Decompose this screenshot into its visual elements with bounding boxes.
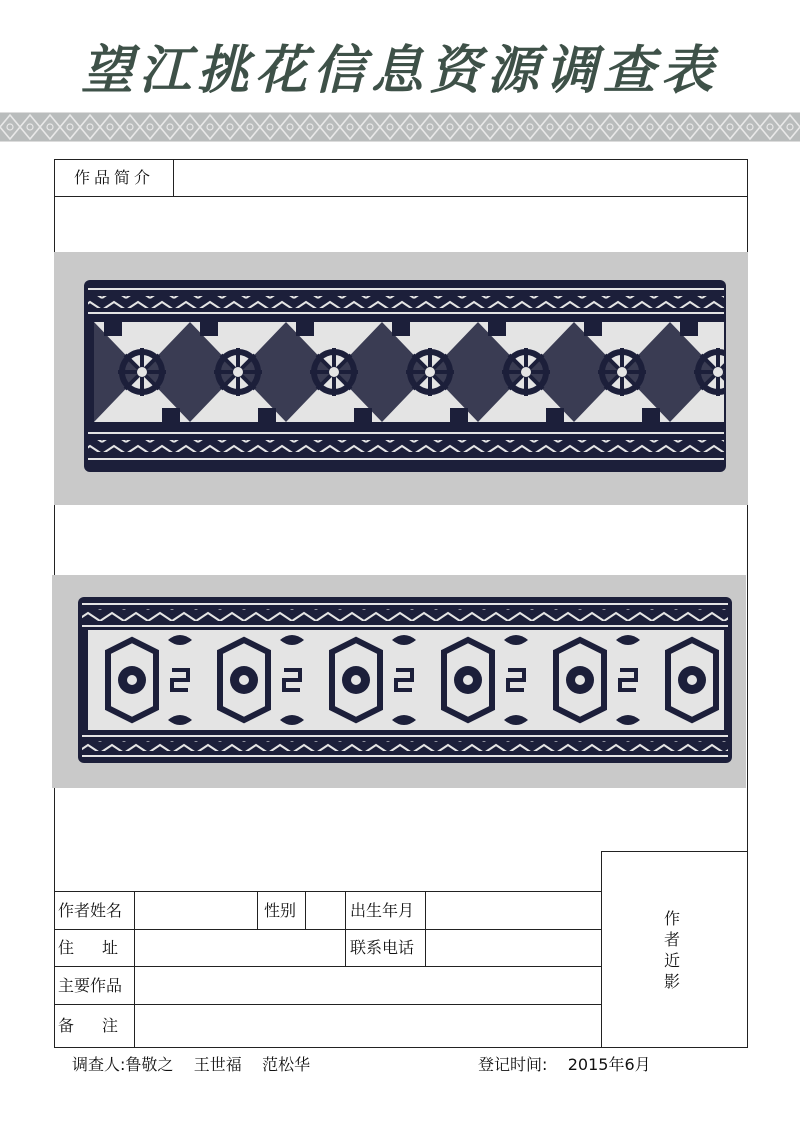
birth-label: 出生年月: [350, 901, 415, 920]
row-divider: [54, 196, 748, 197]
phone-label: 联系电话: [350, 938, 415, 957]
col-divider: [257, 891, 258, 929]
register-time-label: 登记时间:: [478, 1055, 548, 1074]
register-time: [478, 1052, 651, 1075]
author-name-label: 作者姓名: [58, 901, 123, 920]
works-label: 主要作品: [58, 976, 123, 995]
phone-field[interactable]: [426, 930, 601, 966]
intro-field[interactable]: [174, 160, 747, 196]
col-divider: [345, 891, 346, 966]
investigator-name: 王世福: [193, 1055, 242, 1074]
gender-field[interactable]: [306, 892, 345, 929]
investigators-label: 调查人:: [72, 1055, 126, 1074]
investigator-name: 范松华: [262, 1055, 311, 1074]
notes-field[interactable]: [135, 1005, 601, 1048]
page-title: 望江挑花信息资源调查表: [80, 40, 719, 101]
investigators: [72, 1052, 310, 1075]
notes-label: 备 注: [58, 1016, 125, 1035]
author-name-field[interactable]: [135, 892, 257, 929]
works-field[interactable]: [135, 967, 601, 1004]
embroidery-photo-1: [54, 252, 748, 505]
intro-label: 作品简介: [74, 168, 155, 187]
address-field[interactable]: [135, 930, 345, 966]
decorative-band: [0, 112, 800, 142]
investigator-name: 鲁敬之: [125, 1055, 174, 1074]
address-label: 住 址: [58, 938, 125, 957]
gender-label: 性别: [264, 901, 297, 920]
birth-field[interactable]: [426, 892, 601, 929]
embroidery-photo-2: [52, 575, 746, 788]
author-photo-label: 作 者 近 影: [664, 909, 681, 991]
register-time-value: 2015年6月: [567, 1055, 651, 1074]
